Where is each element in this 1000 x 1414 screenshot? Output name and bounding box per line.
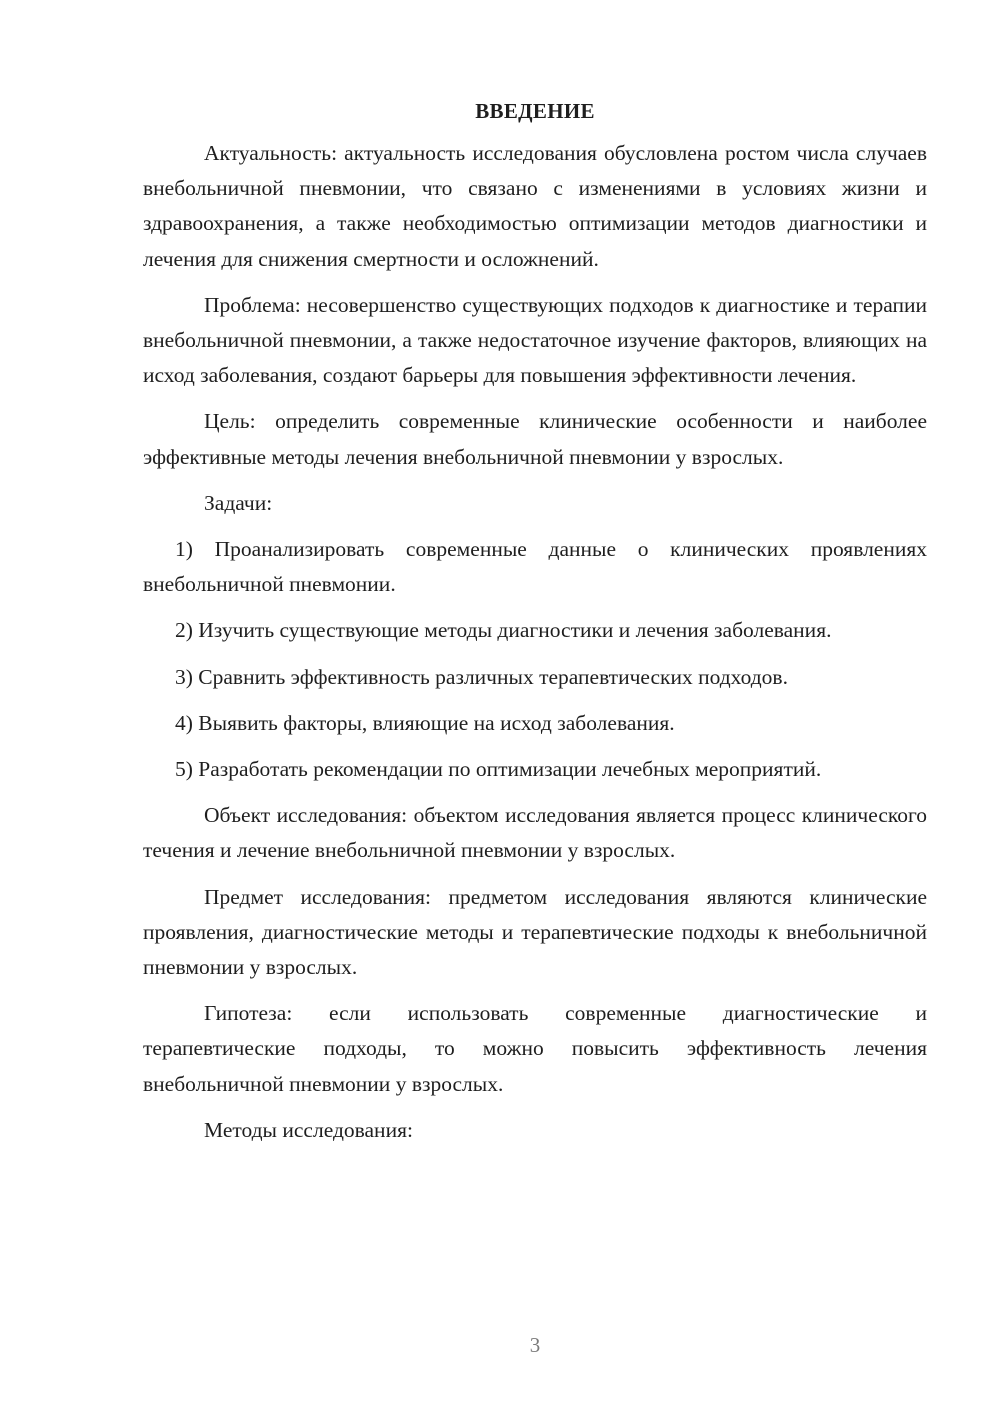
paragraph-problem: Проблема: несовершенство существующих подходов к диагностике и терапии внебольничной пневмонии, а также недостаточное изучение факторов, влияющих на исход заболевания, создают барьеры для повышения эффективности лечения. — [143, 292, 927, 388]
task-item: 1) Проанализировать современные данные о клинических проявлениях внебольничной пневмонии. — [143, 537, 927, 597]
paragraph-object: Объект исследования: объектом исследования является процесс клинического течения и лечение внебольничной пневмонии у взрослых. — [143, 803, 927, 863]
task-item: 3) Сравнить эффективность различных терапевтических подходов. — [175, 664, 788, 689]
task-item: 4) Выявить факторы, влияющие на исход заболевания. — [175, 710, 675, 735]
task-item: 2) Изучить существующие методы диагностики и лечения заболевания. — [175, 618, 832, 643]
page-number: 3 — [529, 1333, 541, 1357]
section-title: ВВЕДЕНИЕ — [475, 99, 595, 123]
paragraph-tasks-heading: Задачи: — [204, 490, 273, 515]
paragraph-methods-heading: Методы исследования: — [204, 1117, 413, 1142]
task-item: 5) Разработать рекомендации по оптимизации лечебных мероприятий. — [175, 757, 822, 782]
paragraph-hypothesis: Гипотеза: если использовать современные диагностические и терапевтические подходы, то можно повысить эффективность лечения внебольничной пневмонии у взрослых. — [143, 1001, 927, 1096]
paragraph-subject: Предмет исследования: предметом исследования являются клинические проявления, диагностические методы и терапевтические подходы к внебольничной пневмонии у взрослых. — [143, 884, 927, 980]
paragraph-relevance: Актуальность: актуальность исследования обусловлена ростом числа случаев внебольничной пневмонии, что связано с изменениями в условиях жизни и здравоохранения, а также необходимостью оптимизации методов диагностики и лечения для снижения смертности и осложнений. — [143, 141, 927, 271]
paragraph-goal: Цель: определить современные клинические особенности и наиболее эффективные методы лечения внебольничной пневмонии у взрослых. — [143, 409, 927, 469]
page-content — [143, 94, 927, 1159]
